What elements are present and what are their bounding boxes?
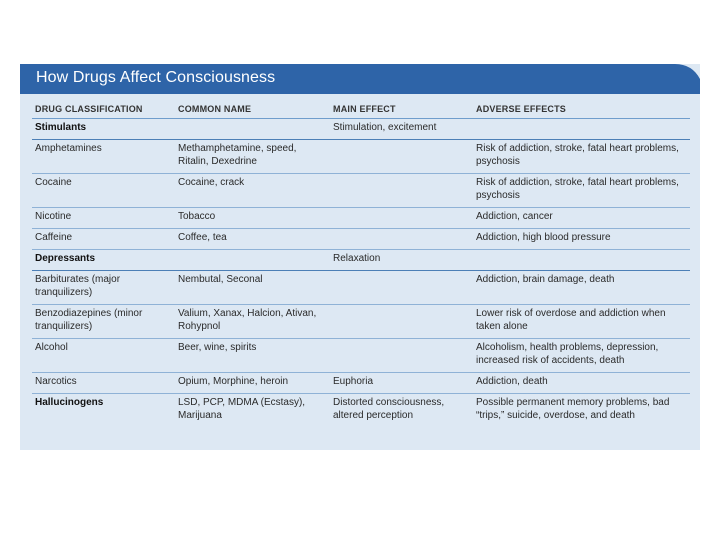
cell-adverse — [473, 250, 690, 271]
table-row — [32, 229, 690, 250]
cell-common: Valium, Xanax, Halcion, Ativan, Rohypnol — [175, 305, 330, 339]
cell-common: Coffee, tea — [175, 229, 330, 250]
cell-classification: Nicotine — [32, 208, 175, 229]
cell-common: Opium, Morphine, heroin — [175, 373, 330, 394]
cell-main — [330, 174, 473, 208]
cell-classification: Benzodiazepines (minor tranquilizers) — [32, 305, 175, 339]
cell-common: Cocaine, crack — [175, 174, 330, 208]
category-row — [32, 119, 690, 140]
column-header-common-name: COMMON NAME — [175, 104, 330, 119]
cell-classification: Stimulants — [32, 119, 175, 140]
cell-main: Euphoria — [330, 373, 473, 394]
cell-common — [175, 119, 330, 140]
cell-classification: Narcotics — [32, 373, 175, 394]
cell-classification: Hallucinogens — [35, 397, 104, 408]
cell-common: Beer, wine, spirits — [175, 339, 330, 373]
cell-adverse — [473, 119, 690, 140]
table-row — [32, 339, 690, 373]
table-row — [32, 140, 690, 174]
cell-common — [175, 250, 330, 271]
cell-classification: Depressants — [32, 250, 175, 271]
cell-classification: Cocaine — [32, 174, 175, 208]
table-card — [20, 64, 700, 450]
cell-classification: Barbiturates (major tranquilizers) — [32, 271, 175, 305]
cell-adverse: Addiction, cancer — [473, 208, 690, 229]
table-row — [32, 271, 690, 305]
table-row — [32, 208, 690, 229]
header-row — [32, 104, 690, 119]
category-row — [32, 394, 690, 428]
column-header-main-effect: MAIN EFFECT — [330, 104, 473, 119]
cell-adverse: Addiction, high blood pressure — [473, 229, 690, 250]
cell-adverse: Alcoholism, health problems, depression, increased risk of accidents, death — [473, 339, 690, 373]
cell-main: Distorted consciousness, altered perception — [333, 397, 445, 421]
category-row — [32, 250, 690, 271]
cell-main — [330, 208, 473, 229]
cell-adverse: Addiction, brain damage, death — [473, 271, 690, 305]
cell-common: LSD, PCP, MDMA (Ecstasy), Marijuana — [178, 397, 306, 421]
column-header-classification: DRUG CLASSIFICATION — [32, 104, 175, 119]
cell-main — [330, 305, 473, 339]
cell-adverse: Lower risk of overdose and addiction when taken alone — [473, 305, 690, 339]
cell-common: Tobacco — [175, 208, 330, 229]
drug-table — [32, 104, 690, 427]
table-row — [32, 174, 690, 208]
cell-main: Relaxation — [330, 250, 473, 271]
page-title: How Drugs Affect Consciousness — [36, 69, 276, 86]
cell-classification: Alcohol — [32, 339, 175, 373]
cell-main — [330, 271, 473, 305]
cell-common: Methamphetamine, speed, Ritalin, Dexedrine — [175, 140, 330, 174]
cell-adverse: Addiction, death — [473, 373, 690, 394]
table-row — [32, 373, 690, 394]
cell-main: Stimulation, excitement — [330, 119, 473, 140]
cell-adverse: Risk of addiction, stroke, fatal heart problems, psychosis — [473, 140, 690, 174]
table-row — [32, 305, 690, 339]
title-bar — [20, 64, 700, 94]
cell-main — [330, 140, 473, 174]
cell-adverse: Risk of addiction, stroke, fatal heart problems, psychosis — [473, 174, 690, 208]
cell-main — [330, 339, 473, 373]
cell-classification: Amphetamines — [32, 140, 175, 174]
cell-classification: Caffeine — [32, 229, 175, 250]
cell-main — [330, 229, 473, 250]
cell-common: Nembutal, Seconal — [175, 271, 330, 305]
table-body — [32, 119, 690, 428]
column-header-adverse-effects: ADVERSE EFFECTS — [473, 104, 690, 119]
cell-adverse: Possible permanent memory problems, bad “trips,” suicide, overdose, and death — [476, 397, 670, 421]
